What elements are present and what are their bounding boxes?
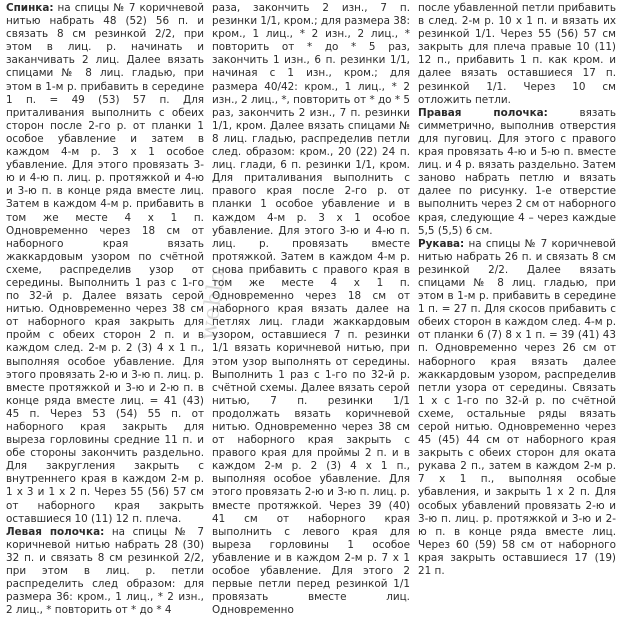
text-column-2	[212, 2, 410, 617]
text-column-1	[6, 2, 204, 617]
section-heading-left-front: Левая полочка:	[6, 525, 105, 538]
watermark: weblo	[196, 267, 231, 342]
paragraph-left-front-end	[418, 2, 616, 107]
text-column-3	[418, 2, 616, 578]
paragraph-left-front	[6, 526, 204, 617]
section-text-left-front-end: после убавленной петли прибавить в след. 2-м р. 10 х 1 п. и вязать их резинкой 1/1. Через 55 (56) 57 см закрыть для плеча правые 10 (11) 12 п., прибавить 1 п. как кром. и далее вязать оставшиеся 17 п. резинкой 1/1. Через 10 см отложить петли.	[418, 2, 616, 106]
section-heading-back: Спинка:	[6, 2, 54, 14]
section-text-sleeves: на спицы № 7 коричневой нитью набрать 26 п. и связать 8 см резинкой 2/2. Далее вязать спицами № 8 лиц. гладью, при этом в 1-м р. прибавить в середине 1 п. = 27 п. Для скосов прибавить с обеих сторон в каждом след. 4-м р. от планки 6 (7) 8 х 1 п. = 39 (41) 43 п. Одновременно через 26 см от наборного края вязать далее жаккардовым узором, распределив петли узора от середины. Связать 1 х с 1-го по 32-й р. по счётной схеме, остальные ряды вязать серой нитью. Одновременно через 45 (45) 44 см от наборного края закрыть с обеих сторон для оката рукава 2 п., затем в каждом 2-м р. 7 х 1 п., выполняя особые убавления, и закрыть 1 х 2 п. Для особых убавлений провязать 2-ю и 3-ю п. лиц. р. протяжкой и 3-ю и 2-ю п. в конце ряда вместе лиц. Через 60 (59) 58 см от наборного края закрыть оставшиеся 17 (19) 21 п.	[418, 237, 616, 578]
paragraph-sleeves	[418, 238, 616, 578]
paragraph-left-front-cont	[212, 2, 410, 617]
section-text-left-front: на спицы № 7 коричневой нитью набрать 28 (30) 32 п. и связать 8 см резинкой 2/2, при этом в лиц. р. петли распределить след образом: для размера 36: кром., 1 лиц., * 2 изн., 2 лиц., * повторить от * до * 4	[6, 525, 204, 617]
section-heading-sleeves: Рукава:	[418, 237, 465, 250]
section-text-right-front: вязать симметрично, выполнив отверстия для пуговиц. Для этого с правого края провязать 4-ю и 5-ю п. вместе лиц. и 4 р. вязать раздельно. Затем заново набрать петлю и вязать далее по рисунку. 1-е отверстие выполнить через 2 см от наборного края, следующие 4 – через каждые 5,5 (5,5) 6 см.	[418, 106, 616, 237]
paragraph-right-front	[418, 107, 616, 238]
section-text-back: на спицы № 7 коричневой нитью набрать 48 (52) 56 п. и связать 8 см резинкой 2/2, при этом в лиц. р. начинать и заканчивать 2 лиц. Далее вязать спицами № 8 лиц. гладью, при этом в 1-м р. прибавить в середине 1 п. = 49 (53) 57 п. Для приталивания выполнить с обеих сторон после 2-го р. от планки 1 особое убавление и затем в каждом 4-м р. 3 х 1 особое убавление. Для этого провязать 3-ю и 4-ю п. лиц. р. протяжкой и 4-ю и 3-ю п. в конце ряда вместе лиц. Затем в каждом 4-м р. прибавить в том же месте 4 х 1 п. Одновременно через 18 см от наборного края вязать жаккардовым узором по счётной схеме, распределив узор от середины. Выполнить 1 раз с 1-го по 32-й р. Далее вязать серой нитью. Одновременно через 38 см от наборного края закрыть для пройм с обеих сторон 2 п. и в каждом след. 2-м р. 2 (3) 4 х 1 п., выполняя особое убавление. Для этого провязать 2-ю и 3-ю п. лиц. р. вместе протяжкой и 3-ю и 2-ю п. в конце ряда вместе лиц. = 41 (43) 45 п. Через 53 (54) 55 п. от наборного края закрыть для выреза горловины средние 11 п. и обе стороны закончить раздельно. Для закругления закрыть с внутреннего края в каждом 2-м р. 1 х 3 и 1 х 2 п. Через 55 (56) 57 см от наборного края закрыть оставшиеся 10 (11) 12 п. плеча.	[6, 2, 204, 525]
section-heading-right-front: Правая полочка:	[418, 106, 548, 119]
section-text-left-front-cont: раза, закончить 2 изн., 7 п. резинки 1/1, кром.; для размера 38: кром., 1 лиц., * 2 изн., 2 лиц., * повторить от * до * 5 раз, закончить 1 изн., 6 п. резинки 1/1, начиная с 1 изн., кром.; для размера 40/42: кром., 1 лиц., * 2 изн., 2 лиц., *, повторить от * до * 5 раз, закончить 2 изн., 7 п. резинки 1/1, кром. Далее вязать спицами № 8 лиц. гладью, распределив петли след. образом: кром., 20 (22) 24 п. лиц. глади, 6 п. резинки 1/1, кром. Для приталивания выполнить с правого края после 2-го р. от планки 1 особое убавление и в каждом 4-м р. 3 х 1 особое убавление. Для этого 3-ю и 4-ю п. лиц. р. провязать вместе протяжкой. Затем в каждом 4-м р. снова прибавить с правого края в том же месте 4 х 1 п. Одновременно через 18 см от наборного края вязать далее на петлях лиц. глади жаккардовым узором, оставшиеся 7 п. резинки 1/1 вязать коричневой нитью, при этом узор выполнять от середины. Выполнить 1 раз с 1-го по 32-й р. счётной схемы. Далее вязать серой нитью, 7 п. резинки 1/1 продолжать вязать коричневой нитью. Одновременно через 38 см от наборного края закрыть с правого края для проймы 2 п. и в каждом 2-м р. 2 (3) 4 х 1 п., выполняя особое убавление. Для этого провязать 2-ю и 3-ю п. лиц. р. вместе протяжкой. Через 39 (40) 41 см от наборного края выполнить с левого края для выреза горловины 1 особое убавление и в каждом 2-м р. 7 х 1 особое убавление. Для этого 2 первые петли перед резинкой 1/1 провязать вместе лиц. Одновременно	[212, 2, 410, 617]
paragraph-back	[6, 2, 204, 526]
